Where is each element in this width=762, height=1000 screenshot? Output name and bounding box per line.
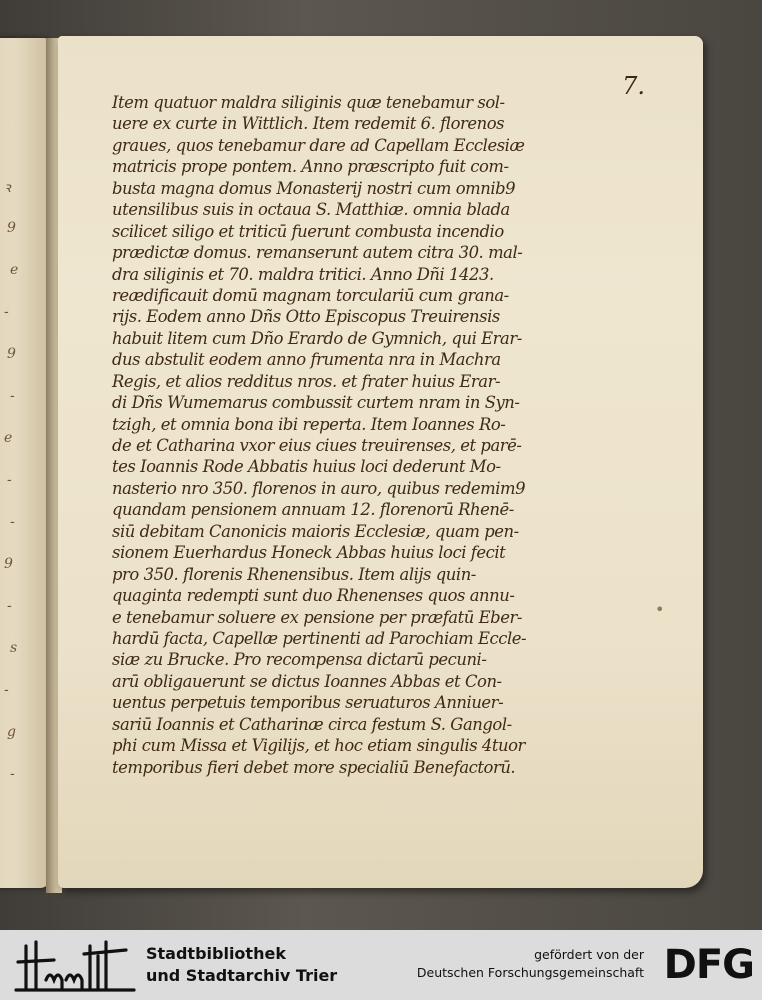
manuscript-line: dra siliginis et 70. maldra tritici. Anno Dñi 1423. [112,264,494,284]
manuscript-line: tzigh, et omnia bona ibi reperta. Item Ioannes Ro- [112,414,506,434]
manuscript-line: phi cum Missa et Vigilijs, et hoc etiam singulis 4tuor [112,736,525,756]
manuscript-line: busta magna domus Monasterij nostri cum omnib9 [112,178,516,198]
left-page-fragment: - [4,682,9,698]
manuscript-line: uere ex curte in Wittlich. Item redemit 6. florenos [112,114,505,134]
left-page-fragment: ꝛ [4,180,11,196]
manuscript-line: siū debitam Canonicis maioris Ecclesiæ, quam pen- [112,521,519,541]
manuscript-line: utensilibus suis in octaua S. Matthiæ. omnia blada [112,200,510,220]
left-page-fragment: e [10,262,19,278]
manuscript-line: prædictæ domus. remanserunt autem citra 30. mal- [112,243,523,263]
left-page-fragment: 9 [7,346,16,362]
manuscript-line: dus abstulit eodem anno frumenta nra in Machra [112,350,501,370]
manuscript-line: arū obligauerunt se dictus Ioannes Abbas et Con- [112,671,502,691]
manuscript-line: nasterio nro 350. florenos in auro, quibus redemim9 [112,478,526,498]
manuscript-line: reædificauit domū magnam torculariū cum grana- [112,285,509,305]
left-page-edge [0,38,50,888]
left-page-fragment: s [10,640,18,656]
left-page-fragment: - [10,766,15,782]
manuscript-line: Item quatuor maldra siliginis quæ tenebamur sol- [112,93,505,112]
footer-bar [0,930,762,1000]
manuscript-line: pro 350. florenis Rhenensibus. Item alijs quin- [112,564,476,584]
manuscript-line: tes Ioannis Rode Abbatis huius loci dederunt Mo- [112,457,501,477]
margin-mark: • [655,600,665,619]
sponsor-note [417,946,644,982]
manuscript-line: hardū facta, Capellæ pertinenti ad Parochiam Eccle- [112,628,527,648]
manuscript-line: graues, quos tenebamur dare ad Capellam Ecclesiæ [112,135,525,155]
manuscript-line: quaginta redempti sunt duo Rhenenses quos annu- [112,586,515,606]
left-page-fragment: - [7,472,12,488]
library-name [146,943,337,987]
left-page-fragment: 9 [7,220,16,236]
manuscript-text [112,92,702,778]
page-number: 7. [622,72,645,100]
manuscript-line: sariū Ioannis et Catharinæ circa festum S. Gangol- [112,714,512,734]
sponsor-line1: gefördert von der [534,947,644,962]
dfg-logo: DFG [663,942,754,988]
manuscript-page [58,36,703,888]
library-logo-icon [14,936,136,994]
left-page-fragment: - [7,598,12,614]
library-name-line1: Stadtbibliothek [146,944,286,963]
sponsor-line2: Deutschen Forschungsgemeinschaft [416,965,644,980]
left-page-fragment: - [10,514,15,530]
left-page-fragment: - [10,388,15,404]
manuscript-line: Regis, et alios redditus nros. et frater huius Erar- [112,371,501,391]
left-page-fragment: 9 [4,556,13,572]
manuscript-line: temporibus fieri debet more specialiū Benefactorū. [112,757,516,777]
manuscript-line: rijs. Eodem anno Dñs Otto Episcopus Treuirensis [112,307,500,327]
manuscript-line: di Dñs Wumemarus combussit curtem nram in Syn- [112,393,520,413]
manuscript-line: sionem Euerhardus Honeck Abbas huius loci fecit [112,543,506,563]
manuscript-line: de et Catharina vxor eius ciues treuirenses, et parē- [112,436,522,455]
manuscript-line: uentus perpetuis temporibus seruaturos Anniuer- [112,693,504,713]
library-name-line2: und Stadtarchiv Trier [146,966,338,985]
manuscript-line: matricis prope pontem. Anno præscripto fuit com- [112,157,509,177]
left-page-fragment: g [7,724,16,740]
left-page-fragment: - [4,304,9,320]
manuscript-line: siæ zu Brucke. Pro recompensa dictarū pecuni- [112,650,487,670]
manuscript-line: habuit litem cum Dño Erardo de Gymnich, qui Erar- [112,328,522,348]
manuscript-line: e tenebamur soluere ex pensione per præfatū Eber- [112,607,522,627]
manuscript-line: quandam pensionem annuam 12. florenorū Rhenē- [112,500,514,520]
manuscript-line: scilicet siligo et triticū fuerunt combusta incendio [112,221,504,241]
left-page-fragment: e [4,430,13,446]
